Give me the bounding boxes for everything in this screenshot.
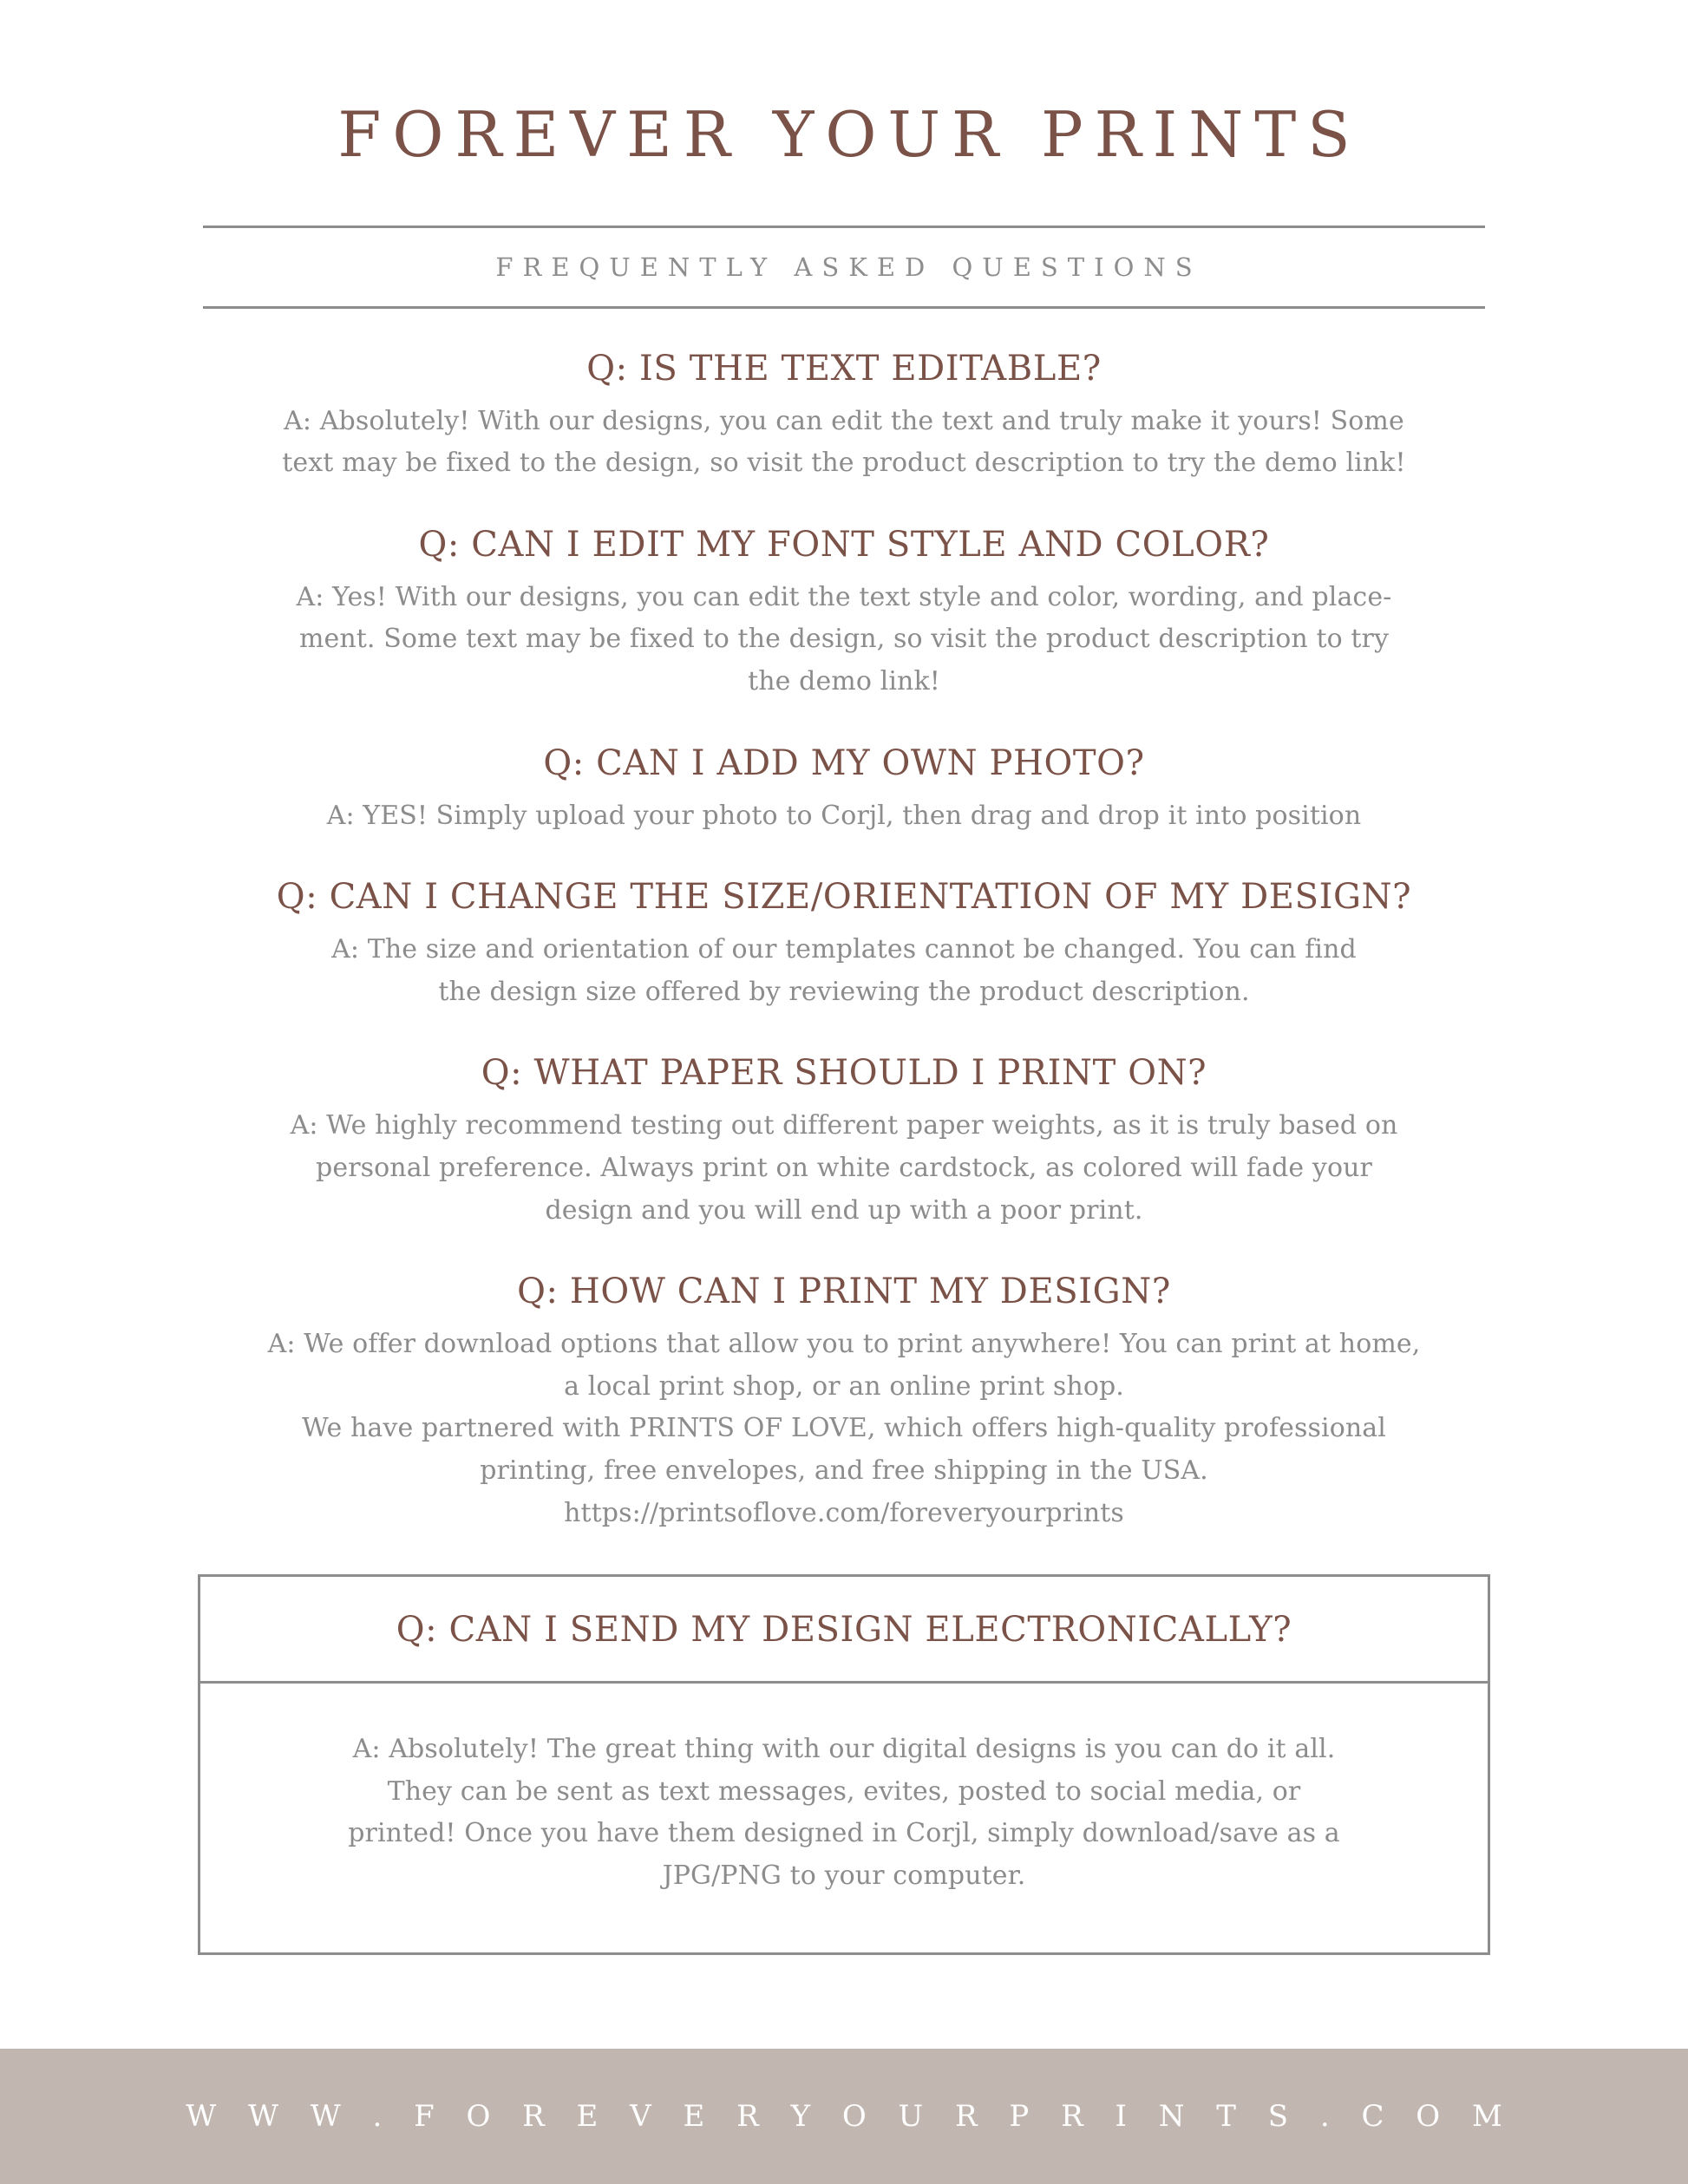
page-title: FOREVER YOUR PRINTS — [337, 98, 1362, 171]
faq-question: Q: IS THE TEXT EDITABLE? — [586, 348, 1102, 389]
faq-list — [167, 309, 1521, 1535]
faq-answer-line: A: Absolutely! With our designs, you can edit the text and truly make it yours! Some — [284, 405, 1404, 436]
faq-item — [167, 1051, 1521, 1232]
faq-answer-line: personal preference. Always print on white cardstock, as colored will fade your — [316, 1152, 1372, 1183]
faq-answer-line: ment. Some text may be fixed to the design, so visit the product description to try — [298, 624, 1390, 655]
faq-answer-line: JPG/PNG to your computer. — [662, 1860, 1026, 1891]
faq-answer-line: A: YES! Simply upload your photo to Corjl, then drag and drop it into position — [326, 800, 1362, 831]
faq-answer-line: printed! Once you have them designed in Corjl, simply download/save as a — [348, 1818, 1340, 1849]
footer-bar — [0, 2049, 1688, 2184]
faq-answer — [167, 795, 1521, 838]
footer-website-url[interactable]: W W W . F O R E V E R Y O U R P R I N T S . C O M — [186, 2099, 1514, 2134]
faq-answer-line: They can be sent as text messages, evites, posted to social media, or — [387, 1775, 1301, 1807]
faq-question: Q: CAN I SEND MY DESIGN ELECTRONICALLY? — [396, 1610, 1292, 1651]
prints-of-love-link[interactable]: https://printsoflove.com/foreveryourprints — [564, 1497, 1124, 1528]
faq-answer-line: A: Absolutely! The great thing with our digital designs is you can do it all. — [352, 1734, 1336, 1765]
faq-answer-line: A: Yes! With our designs, you can edit the text style and color, wording, and place- — [296, 581, 1392, 612]
faq-answer — [167, 577, 1521, 703]
faq-answer-line: a local print shop, or an online print shop. — [564, 1370, 1124, 1402]
faq-answer — [167, 929, 1521, 1013]
page-subtitle: FREQUENTLY ASKED QUESTIONS — [495, 252, 1202, 282]
faq-question: Q: CAN I ADD MY OWN PHOTO? — [543, 742, 1145, 783]
faq-question: Q: CAN I EDIT MY FONT STYLE AND COLOR? — [418, 524, 1270, 565]
faq-item — [167, 347, 1521, 485]
faq-answer — [167, 1105, 1521, 1232]
faq-answer-line: We have partnered with PRINTS OF LOVE, which offers high-quality professional — [302, 1413, 1386, 1444]
faq-question: Q: HOW CAN I PRINT MY DESIGN? — [517, 1272, 1171, 1312]
faq-answer — [167, 1324, 1521, 1534]
faq-answer — [167, 401, 1521, 485]
faq-answer-line: A: We highly recommend testing out different paper weights, as it is truly based on — [290, 1110, 1398, 1141]
faq-answer-line: the design size offered by reviewing the product description. — [438, 976, 1250, 1007]
boxed-faq-body — [200, 1684, 1488, 1952]
faq-item — [167, 523, 1521, 703]
faq-item — [167, 742, 1521, 838]
faq-item — [167, 875, 1521, 1013]
faq-question: Q: WHAT PAPER SHOULD I PRINT ON? — [481, 1053, 1207, 1094]
faq-answer-line: text may be fixed to the design, so visit the product description to try the demo link! — [282, 448, 1406, 479]
faq-answer-line: printing, free envelopes, and free shipping in the USA. — [480, 1455, 1208, 1486]
boxed-faq-header — [200, 1577, 1488, 1684]
faq-answer-line: A: The size and orientation of our templates cannot be changed. You can find — [331, 934, 1357, 965]
faq-answer — [235, 1729, 1453, 1897]
boxed-faq — [198, 1574, 1490, 1955]
faq-answer-line: A: We offer download options that allow you to print anywhere! You can print at home, — [267, 1329, 1421, 1360]
faq-question: Q: CAN I CHANGE THE SIZE/ORIENTATION OF MY DESIGN? — [276, 877, 1412, 918]
faq-answer-line: the demo link! — [748, 665, 940, 696]
faq-item — [167, 1270, 1521, 1534]
subtitle-band — [203, 228, 1485, 306]
faq-answer-line: design and you will end up with a poor print. — [545, 1194, 1143, 1226]
